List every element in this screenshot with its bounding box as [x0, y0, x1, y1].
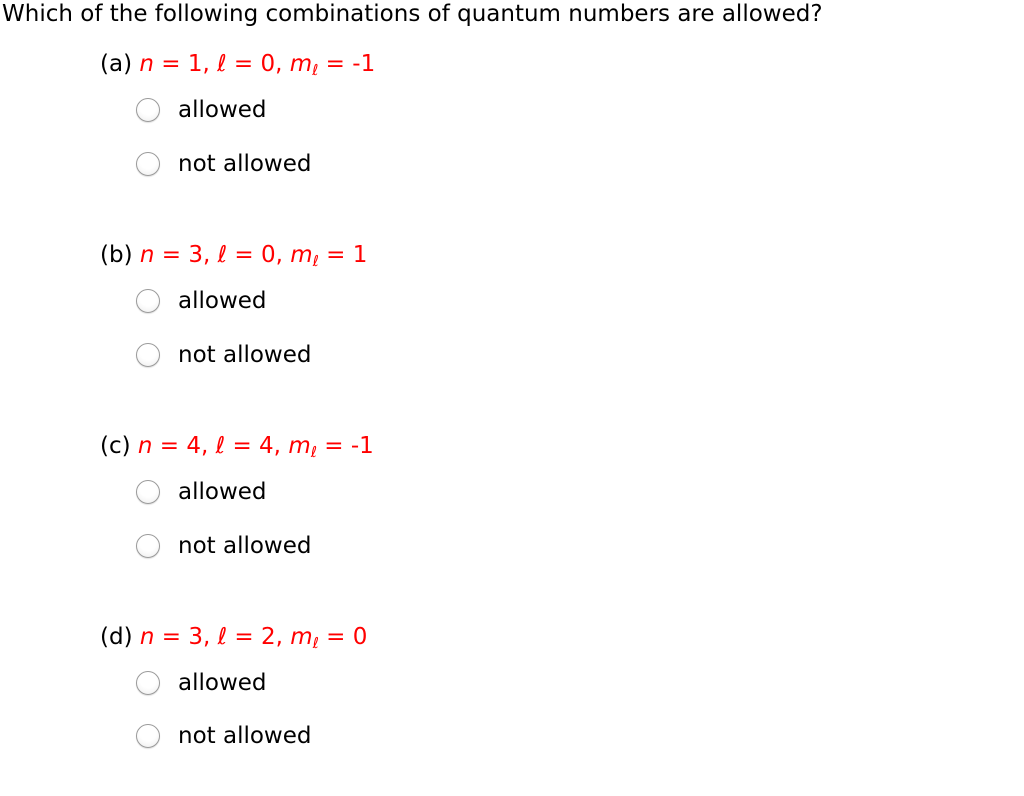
- radio-button[interactable]: [136, 724, 160, 748]
- quantum-expression: n = 3, ℓ = 2, mℓ = 0: [139, 624, 368, 652]
- part-header: [100, 50, 375, 80]
- option-label: allowed: [178, 97, 267, 123]
- option-not-allowed[interactable]: [136, 531, 312, 561]
- option-label: allowed: [178, 479, 267, 505]
- part-header: [100, 241, 367, 271]
- option-label: allowed: [178, 670, 267, 696]
- part-label: (b): [100, 242, 133, 268]
- option-label: not allowed: [178, 151, 312, 177]
- part-header: [100, 623, 367, 653]
- part-label: (d): [100, 624, 133, 650]
- radio-button[interactable]: [136, 480, 160, 504]
- option-allowed[interactable]: [136, 668, 267, 698]
- option-not-allowed[interactable]: [136, 149, 312, 179]
- radio-button[interactable]: [136, 289, 160, 313]
- radio-button[interactable]: [136, 534, 160, 558]
- option-not-allowed[interactable]: [136, 340, 312, 370]
- part-label: (c): [100, 433, 131, 459]
- part-label: (a): [100, 51, 133, 77]
- radio-button[interactable]: [136, 152, 160, 176]
- radio-button[interactable]: [136, 343, 160, 367]
- option-label: allowed: [178, 288, 267, 314]
- quantum-expression: n = 3, ℓ = 0, mℓ = 1: [139, 242, 368, 270]
- option-allowed[interactable]: [136, 286, 267, 316]
- option-label: not allowed: [178, 342, 312, 368]
- question-text: Which of the following combinations of quantum numbers are allowed?: [2, 1, 823, 27]
- part-header: [100, 432, 374, 462]
- option-not-allowed[interactable]: [136, 721, 312, 751]
- option-allowed[interactable]: [136, 95, 267, 125]
- quantum-expression: n = 1, ℓ = 0, mℓ = -1: [139, 51, 376, 79]
- option-label: not allowed: [178, 723, 312, 749]
- option-label: not allowed: [178, 533, 312, 559]
- radio-button[interactable]: [136, 98, 160, 122]
- option-allowed[interactable]: [136, 477, 267, 507]
- quantum-expression: n = 4, ℓ = 4, mℓ = -1: [137, 433, 374, 461]
- radio-button[interactable]: [136, 671, 160, 695]
